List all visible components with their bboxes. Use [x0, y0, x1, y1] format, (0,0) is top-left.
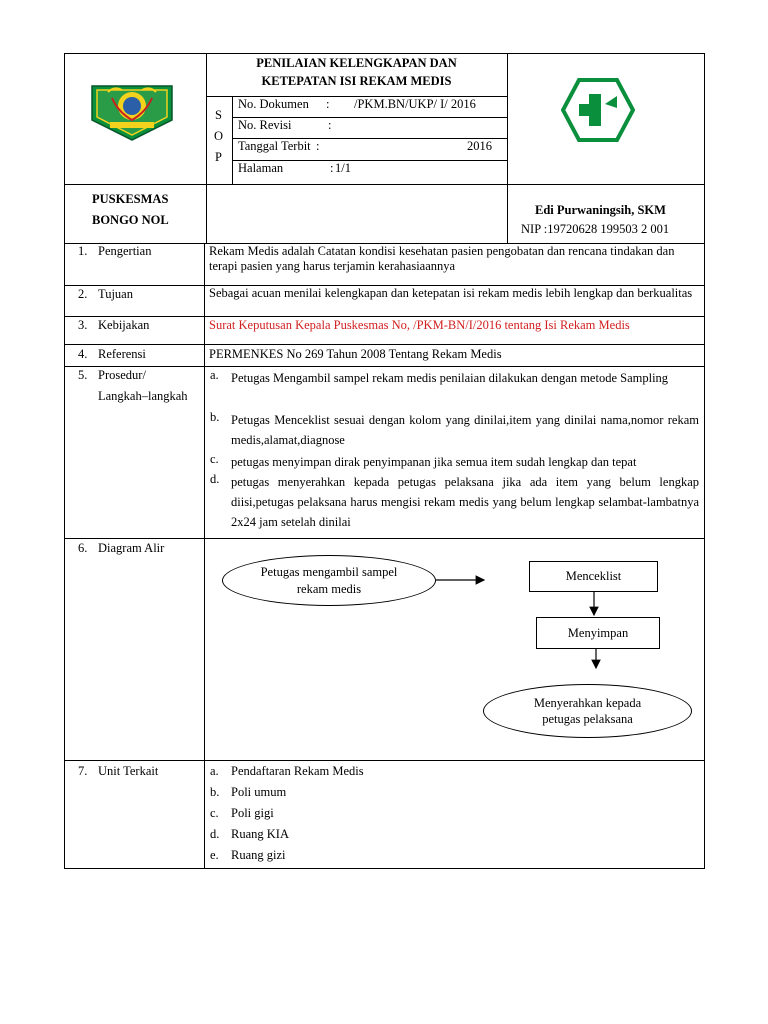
signer-name: Edi Purwaningsih, SKM [535, 203, 666, 217]
section-label-referensi: Referensi [98, 347, 146, 361]
signer-nip: NIP :19720628 199503 2 001 [521, 222, 670, 236]
flow-node-menyimpan: Menyimpan [536, 617, 660, 649]
section-label-prosedur: Prosedur/ [98, 368, 146, 382]
org-name-line-2: BONGO NOL [92, 213, 169, 227]
document-title-line-2: KETEPATAN ISI REKAM MEDIS [261, 74, 452, 88]
document-title-line-1: PENILAIAN KELENGKAPAN DAN [256, 56, 457, 70]
section-label-langkah: Langkah–langkah [98, 389, 188, 403]
section-number-1: 1. [78, 244, 88, 258]
sop-letter-o: O [214, 129, 224, 143]
flow-node-handover: Menyerahkan kepada petugas pelaksana [483, 684, 692, 738]
pengertian-text: Rekam Medis adalah Catatan kondisi kesehatan pasien pengobatan dan rencana tindakan dan terapi pasien yang harus terjamin kerahasiaannya [209, 244, 675, 274]
section-label-diagram-alir: Diagram Alir [98, 541, 165, 555]
section-label-pengertian: Pengertian [98, 244, 152, 258]
section-label-tujuan: Tujuan [98, 287, 133, 301]
flow-node-menceklist: Menceklist [529, 561, 658, 592]
sop-letter-p: P [215, 150, 222, 164]
flow-node-start: Petugas mengambil sampel rekam medis [222, 555, 436, 606]
section-number-6: 6. [78, 541, 88, 555]
section-number-7: 7. [78, 764, 88, 778]
sop-letter-s: S [215, 108, 222, 122]
referensi-text: PERMENKES No 269 Tahun 2008 Tentang Rekam Medis [209, 347, 502, 361]
section-number-4: 4. [78, 347, 88, 361]
org-name-line-1: PUSKESMAS [92, 192, 169, 206]
kebijakan-text: Surat Keputusan Kepala Puskesmas No, /PKM-BN/I/2016 tentang Isi Rekam Medis [209, 318, 630, 332]
section-label-unit-terkait: Unit Terkait [98, 764, 159, 778]
section-number-5: 5. [78, 368, 88, 382]
tujuan-text: Sebagai acuan menilai kelengkapan dan ketepatan isi rekam medis lebih lengkap dan berkualitas [209, 286, 693, 300]
section-number-3: 3. [78, 318, 88, 332]
section-label-kebijakan: Kebijakan [98, 318, 150, 332]
section-number-2: 2. [78, 287, 88, 301]
